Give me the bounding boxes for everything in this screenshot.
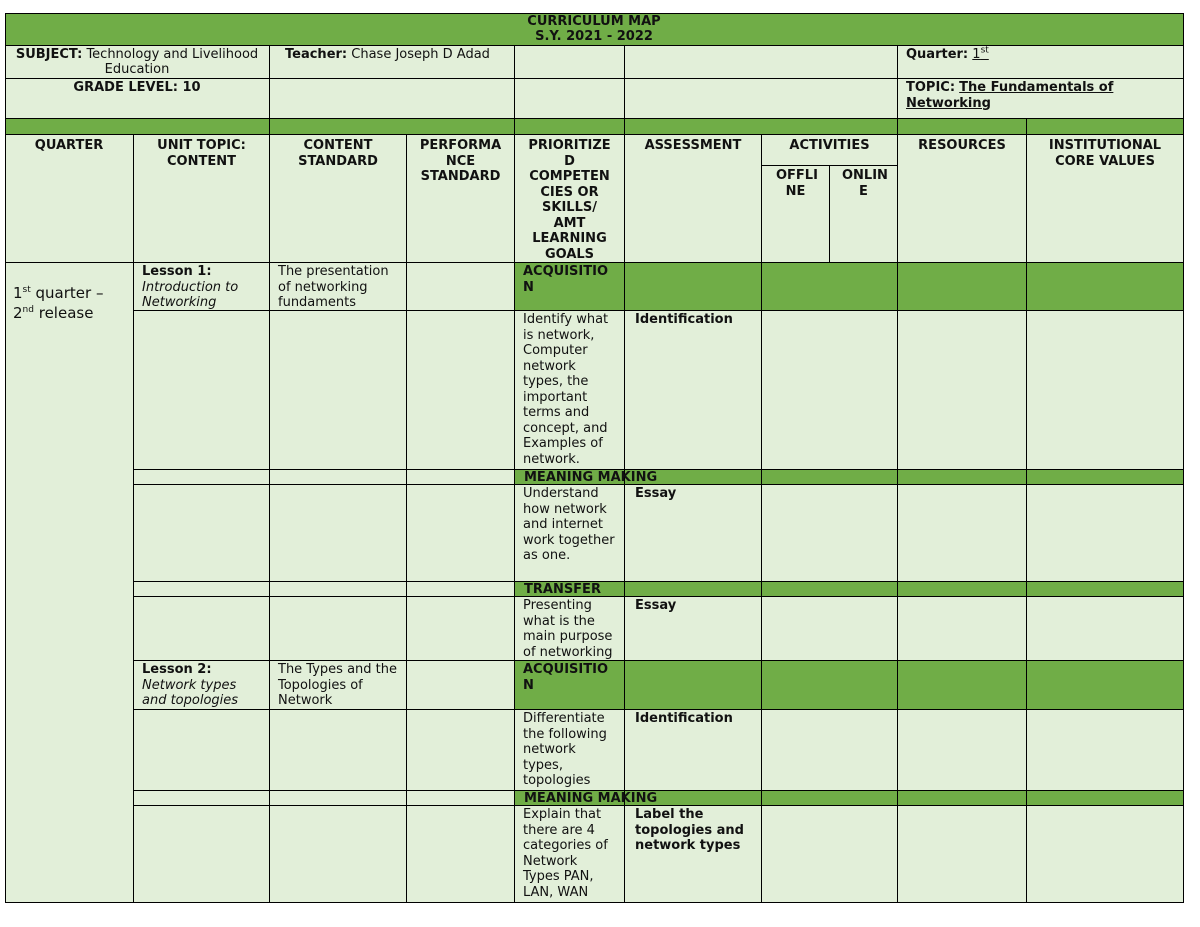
green-fill: [1027, 470, 1184, 485]
separator-band-1: [5, 119, 270, 135]
col-activities: ACTIVITIES: [762, 135, 898, 165]
green-fill: [762, 582, 898, 597]
empty-cell: [134, 582, 270, 597]
lesson-2-title: Lesson 2:: [142, 662, 212, 677]
col-resources: RESOURCES: [898, 135, 1027, 263]
lesson-1-cell: [134, 263, 270, 311]
subject-label: SUBJECT:: [15, 47, 83, 62]
stage-meaning-making-2: MEANING MAKING: [524, 791, 658, 806]
green-fill: [898, 470, 1027, 485]
teacher-cell: [270, 46, 515, 79]
empty-cell: [270, 710, 407, 791]
quarter-merged-cell: [5, 263, 134, 903]
info-blank-1: [515, 46, 625, 79]
assessment-1: Identification: [625, 311, 762, 470]
competency-5: Explain that there are 4 categories of Network Types PAN, LAN, WAN: [515, 806, 625, 903]
quarter-info-cell: [898, 46, 1184, 79]
lesson-1-performance: [407, 263, 515, 311]
green-fill: [1027, 263, 1184, 311]
empty-cell: [1027, 806, 1184, 903]
assessment-3: Essay: [625, 597, 762, 661]
competency-4: Differentiate the following network types, topologies: [515, 710, 625, 791]
empty-cell: [898, 806, 1027, 903]
lesson-2-cell: [134, 661, 270, 710]
info-blank-2: [625, 46, 898, 79]
quarter-value: 1st: [972, 46, 989, 62]
subject-cell: [5, 46, 270, 79]
green-fill: [898, 582, 1027, 597]
empty-cell: [134, 485, 270, 582]
empty-cell: [270, 582, 407, 597]
title-cell: [5, 13, 1184, 46]
empty-cell: [270, 470, 407, 485]
document-title: CURRICULUM MAP: [527, 14, 661, 29]
empty-cell: [407, 470, 515, 485]
separator-band-5: [898, 119, 1027, 135]
lesson-1-content-standard: The presentation of networking fundaments: [270, 263, 407, 311]
stage-acquisition-1: ACQUISITIO N: [515, 263, 625, 311]
empty-cell: [898, 597, 1027, 661]
lesson-2-content-standard: The Types and the Topologies of Network: [270, 661, 407, 710]
green-fill: [762, 791, 898, 806]
competency-2: Understand how network and internet work together as one.: [515, 485, 625, 582]
green-fill: [1027, 791, 1184, 806]
green-fill: [625, 661, 762, 710]
empty-cell: [1027, 710, 1184, 791]
green-fill: [625, 582, 762, 597]
empty-cell: [1027, 597, 1184, 661]
quarter-label: Quarter:: [906, 47, 969, 62]
info-blank-4: [515, 79, 625, 119]
empty-cell: [407, 791, 515, 806]
col-prioritized: PRIORITIZE D COMPETEN CIES OR SKILLS/ AMT LEARNING GOALS: [515, 135, 625, 263]
assessment-4: Identification: [625, 710, 762, 791]
green-fill: [762, 470, 898, 485]
empty-cell: [270, 791, 407, 806]
empty-cell: [134, 311, 270, 470]
competency-1: Identify what is network, Computer network types, the important terms and concept, and Examples of network.: [515, 311, 625, 470]
empty-cell: [762, 710, 898, 791]
green-fill: [898, 791, 1027, 806]
empty-cell: [134, 806, 270, 903]
green-fill: [762, 263, 898, 311]
green-fill: [898, 263, 1027, 311]
quarter-sup: st: [980, 46, 989, 56]
stage-transfer: TRANSFER: [524, 582, 601, 597]
col-core-values: INSTITUTIONAL CORE VALUES: [1027, 135, 1184, 263]
teacher-label: Teacher:: [285, 47, 348, 62]
empty-cell: [762, 597, 898, 661]
lesson-2-name: Network types and topologies: [142, 677, 239, 708]
assessment-5: Label the topologies and network types: [625, 806, 762, 903]
empty-cell: [270, 485, 407, 582]
empty-cell: [898, 311, 1027, 470]
col-performance-standard: PERFORMA NCE STANDARD: [407, 135, 515, 263]
teacher-value: Chase Joseph D Adad: [351, 47, 490, 62]
empty-cell: [1027, 485, 1184, 582]
col-content-standard: CONTENT STANDARD: [270, 135, 407, 263]
quarter-line: 1st quarter –: [13, 284, 104, 302]
lesson-1-title: Lesson 1:: [142, 264, 212, 279]
topic-label: TOPIC:: [906, 80, 956, 95]
lesson-2-performance: [407, 661, 515, 710]
empty-cell: [270, 806, 407, 903]
empty-cell: [134, 597, 270, 661]
empty-cell: [407, 582, 515, 597]
empty-cell: [270, 311, 407, 470]
empty-cell: [762, 806, 898, 903]
empty-cell: [762, 311, 898, 470]
green-fill: [625, 263, 762, 311]
empty-cell: [407, 710, 515, 791]
separator-band-3: [515, 119, 625, 135]
curriculum-map-table: [5, 13, 1184, 903]
grade-level-cell: [5, 79, 270, 119]
col-quarter: QUARTER: [5, 135, 134, 263]
release-line: 2nd release: [13, 304, 94, 322]
green-fill: [762, 661, 898, 710]
empty-cell: [134, 791, 270, 806]
lesson-1-name: Introduction to Networking: [142, 279, 239, 310]
separator-band-4: [625, 119, 898, 135]
empty-cell: [407, 485, 515, 582]
empty-cell: [898, 485, 1027, 582]
green-fill: [1027, 582, 1184, 597]
empty-cell: [1027, 311, 1184, 470]
separator-band-6: [1027, 119, 1184, 135]
empty-cell: [270, 597, 407, 661]
empty-cell: [407, 597, 515, 661]
empty-cell: [407, 806, 515, 903]
col-offline: OFFLI NE: [762, 165, 830, 263]
empty-cell: [898, 710, 1027, 791]
subject-value: Technology and Livelihood Education: [86, 47, 259, 77]
col-assessment: ASSESSMENT: [625, 135, 762, 263]
col-online: ONLIN E: [830, 165, 898, 263]
green-fill: [898, 661, 1027, 710]
empty-cell: [762, 485, 898, 582]
assessment-2: Essay: [625, 485, 762, 582]
info-blank-5: [625, 79, 898, 119]
separator-band-2: [270, 119, 515, 135]
topic-cell: [898, 79, 1184, 119]
col-unit-topic: UNIT TOPIC: CONTENT: [134, 135, 270, 263]
competency-3: Presenting what is the main purpose of networking: [515, 597, 625, 661]
grade-level: GRADE LEVEL: 10: [73, 80, 201, 95]
empty-cell: [134, 470, 270, 485]
stage-acquisition-2: ACQUISITIO N: [515, 661, 625, 710]
school-year: S.Y. 2021 - 2022: [535, 29, 653, 44]
info-blank-3: [270, 79, 515, 119]
green-fill: [1027, 661, 1184, 710]
empty-cell: [407, 311, 515, 470]
empty-cell: [134, 710, 270, 791]
topic-value: The Fundamentals of Networking: [906, 80, 1114, 111]
stage-meaning-making-1: MEANING MAKING: [524, 470, 658, 485]
